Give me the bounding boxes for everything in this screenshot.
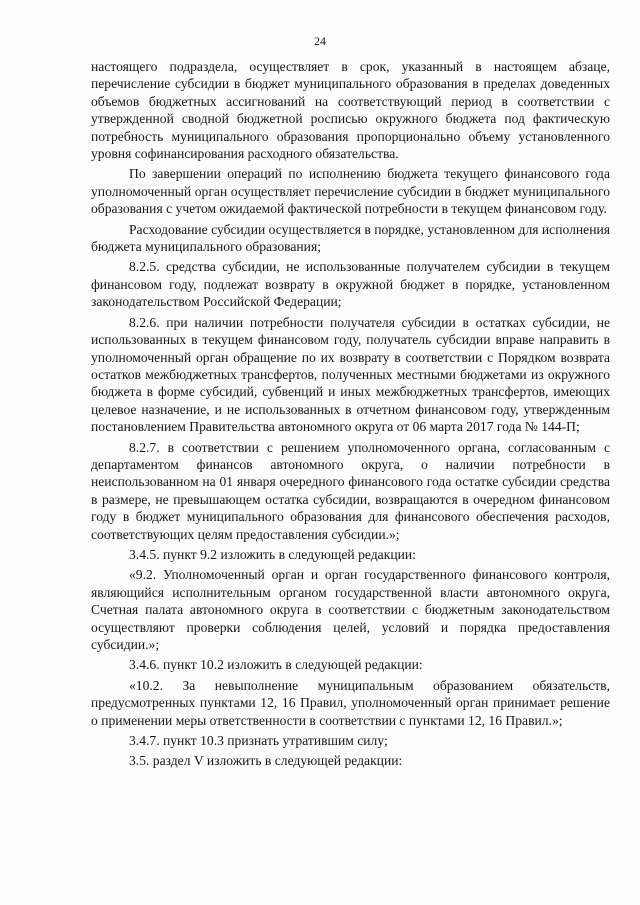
page-number: 24 <box>314 34 326 48</box>
paragraph: настоящего подраздела, осуществляет в срок, указанный в настоящем абзаце, перечисление субсидии в бюджет муниципального образования в пределах доведенных объемов бюджетных ассигнований на соответствующий период в соответствии с утвержденной сводной бюджетной росписью окружного бюджета под фактическую потребность муниципального образования пропорционально объему установленного уровня софинансирования расходного обязательства. <box>91 59 610 162</box>
paragraph: 8.2.6. при наличии потребности получателя субсидии в остатках субсидии, не использованных в текущем финансовом году, получатель субсидии вправе направить в уполномоченный орган обращение по их возврату в соответствии с Порядком возврата остатков межбюджетных трансфертов, полученных местными бюджетами из окружного бюджета в форме субсидий, субвенций и иных межбюджетных трансфертов, имеющих целевое назначение, и не использованных в отчетном финансовом году, утвержденным постановлением Правительства автономного округа от 06 марта 2017 года № 144-П; <box>91 314 610 435</box>
paragraph: 8.2.7. в соответствии с решением уполномоченного органа, согласованным с департаментом финансов автономного округа, о наличии потребности в неиспользованном на 01 января очередного финансового года остатке субсидии средства в размере, не превышающем остатка субсидии, возвращаются в очередном финансовом году в бюджет муниципального образования для финансового обеспечения расходов, соответствующих целям предоставления субсидии.»; <box>91 439 610 542</box>
paragraph: 3.4.5. пункт 9.2 изложить в следующей редакции: <box>129 546 416 562</box>
paragraph: 3.4.7. пункт 10.3 признать утратившим силу; <box>129 733 388 749</box>
document-body <box>91 58 610 770</box>
paragraph: 8.2.5. средства субсидии, не использованные получателем субсидии в текущем финансовом году, подлежат возврату в окружной бюджет в порядке, установленном законодательством Российской Федерации; <box>91 259 610 310</box>
paragraph: 3.5. раздел V изложить в следующей редакции: <box>129 753 403 769</box>
paragraph: 3.4.6. пункт 10.2 изложить в следующей редакции: <box>129 657 423 673</box>
paragraph: Расходование субсидии осуществляется в порядке, установленном для исполнения бюджета муниципального образования; <box>91 221 610 255</box>
paragraph: «10.2. За невыполнение муниципальным образованием обязательств, предусмотренных пунктами 12, 16 Правил, уполномоченный орган принимает решение о применении меры ответственности в соответствии с пунктами 12, 16 Правил.»; <box>91 677 610 728</box>
paragraph: «9.2. Уполномоченный орган и орган государственного финансового контроля, являющийся исполнительным органом государственной власти автономного округа, Счетная палата автономного округа в соответствии с бюджетным законодательством осуществляют проверки соблюдения целей, условий и порядка предоставления субсидии.»; <box>91 567 610 652</box>
paragraph: По завершении операций по исполнению бюджета текущего финансового года уполномоченный орган осуществляет перечисление субсидии в бюджет муниципального образования с учетом ожидаемой фактической потребности в текущем финансовом году. <box>91 166 610 217</box>
